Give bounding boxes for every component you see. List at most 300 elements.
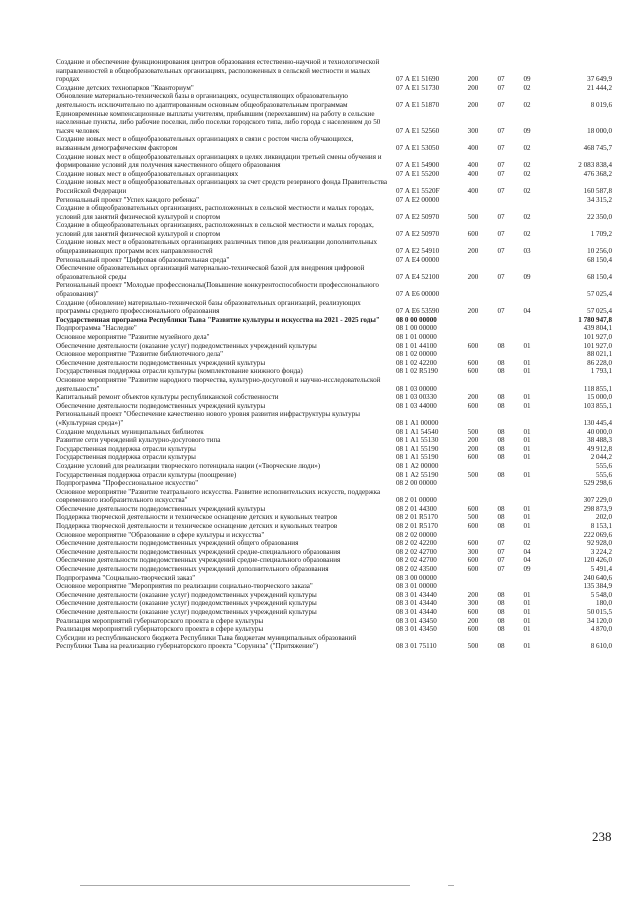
row-amount: 18 000,0 (587, 126, 612, 135)
row-subsection: 01 (523, 599, 531, 608)
row-subsection: 09 (523, 565, 531, 574)
row-name: Обеспечение деятельности подведомственных учреждений дополнительного образования (56, 565, 329, 574)
row-subsection (514, 281, 540, 298)
row-subsection: 01 (523, 522, 531, 531)
row-subsection: 04 (523, 307, 531, 316)
row-expense-type: 400 (467, 169, 479, 178)
row-section: 08 (497, 608, 505, 616)
table-row (56, 299, 612, 316)
table-row (56, 333, 612, 342)
table-row (56, 488, 612, 505)
table-row (56, 196, 612, 205)
row-name: Субсидии из республиканского бюджета Республики Тыва бюджетам муниципальных образований Республики Тыва на реализацию губернаторского проекта "Соруннза" ("Притяжение") (56, 633, 357, 651)
table-row (56, 153, 612, 170)
table-row (56, 316, 612, 325)
table-row (56, 402, 612, 411)
row-expense-type: 300 (467, 547, 479, 556)
row-name: Создание новых мест в общеобразовательных организациях в связи с ростом числа обучающихся, вызванным демографическим фактором (56, 135, 354, 152)
row-amount: 8 153,1 (590, 522, 612, 531)
row-subsection: 02 (523, 212, 531, 221)
row-amount: 555,6 (596, 461, 612, 470)
row-code: 08 0 00 00000 (396, 315, 437, 324)
table-row (56, 264, 612, 281)
row-section: 08 (497, 590, 505, 599)
row-name: Обеспечение деятельности подведомственных учреждений культуры (56, 358, 266, 367)
table-row (56, 608, 612, 617)
row-name: Поддержка творческой деятельности и техническое оснащение детских и кукольных театров (56, 522, 338, 531)
row-section: 08 (497, 393, 505, 402)
row-amount: 88 021,1 (587, 350, 612, 359)
row-expense-type (458, 324, 488, 333)
row-name: Обеспечение деятельности (оказание услуг) подведомственных учреждений культуры (56, 599, 317, 608)
row-section: 07 (497, 539, 505, 548)
row-subsection: 09 (523, 75, 531, 84)
row-code: 07 А Е1 55200 (396, 169, 440, 178)
row-name: Создание условий для реализации творческого потенциала нации («Творческие люди») (56, 461, 321, 470)
table-row (56, 531, 612, 540)
row-name: Обеспечение деятельности (оказание услуг) подведомственных учреждений культуры (56, 590, 317, 599)
row-name: Создание новых мест в общеобразовательных организациях за счет средств резервного фонда Правительства Российской Федерации (56, 178, 388, 195)
row-code: 08 2 01 R5170 (396, 513, 438, 522)
row-name: Государственная поддержка отрасли культуры (56, 453, 196, 462)
row-name: Создание модельных муниципальных библиотек (56, 427, 204, 436)
table-row (56, 505, 612, 514)
row-name: Подпрограмма "Наследие" (56, 324, 137, 333)
row-section (488, 376, 514, 393)
row-amount: 101 927,0 (583, 333, 612, 341)
row-expense-type: 600 (467, 539, 479, 548)
row-name: Обеспечение деятельности подведомственных учреждений общего образования (56, 539, 299, 548)
table-row (56, 522, 612, 531)
row-amount: 160 587,8 (583, 186, 612, 195)
row-name: Государственная поддержка отрасли культуры (поощрение) (56, 470, 237, 479)
table-row (56, 574, 612, 583)
row-code: 07 А Е2 00000 (396, 195, 440, 204)
row-code: 08 1 01 44100 (396, 341, 437, 350)
row-code: 08 2 02 00000 (396, 530, 437, 539)
row-amount: 57 025,4 (587, 307, 612, 316)
row-amount: 103 855,1 (583, 401, 612, 410)
row-subsection (514, 531, 540, 540)
row-subsection: 01 (523, 427, 531, 436)
row-expense-type: 600 (467, 522, 479, 531)
table-row (56, 324, 612, 333)
row-subsection: 01 (523, 393, 531, 402)
row-expense-type: 200 (467, 307, 479, 316)
row-code: 08 3 01 43450 (396, 625, 437, 634)
row-code: 07 А Е1 51870 (396, 100, 440, 109)
row-code: 08 1 02 00000 (396, 350, 437, 359)
row-amount: 86 228,0 (587, 358, 612, 367)
row-section: 07 (497, 307, 505, 316)
row-subsection (514, 256, 540, 265)
row-section: 08 (497, 642, 505, 651)
row-expense-type: 300 (467, 599, 479, 608)
row-subsection: 09 (523, 272, 531, 281)
table-row (56, 178, 612, 195)
table-row (56, 281, 612, 298)
table-row (56, 393, 612, 402)
row-code: 08 2 01 00000 (396, 496, 437, 505)
row-amount: 22 350,0 (587, 212, 612, 221)
row-amount: 5 548,0 (590, 590, 612, 599)
row-amount: 180,0 (596, 599, 612, 608)
row-section (488, 531, 514, 540)
row-section: 08 (497, 599, 505, 608)
row-section: 08 (497, 444, 505, 453)
row-code: 08 3 01 43440 (396, 599, 437, 608)
row-code: 07 А Е6 00000 (396, 290, 440, 299)
row-subsection: 02 (523, 186, 531, 195)
row-subsection (514, 196, 540, 205)
row-amount: 38 488,3 (587, 436, 612, 445)
table-row (56, 428, 612, 437)
row-section: 08 (497, 616, 505, 625)
row-section (488, 256, 514, 265)
row-subsection: 01 (523, 358, 531, 367)
row-name: Государственная поддержка отрасли культуры (56, 444, 196, 453)
row-expense-type: 400 (467, 143, 479, 152)
table-row (56, 436, 612, 445)
row-name: Обеспечение деятельности подведомственных учреждений средне-специального образования (56, 556, 341, 565)
row-subsection (514, 410, 540, 427)
row-code: 08 2 02 42200 (396, 539, 437, 548)
table-row (56, 410, 612, 427)
row-amount: 92 928,0 (587, 539, 612, 548)
row-subsection (514, 324, 540, 333)
table-row (56, 479, 612, 488)
row-amount: 8 610,0 (590, 642, 612, 651)
row-section: 07 (497, 75, 505, 84)
row-subsection: 02 (523, 161, 531, 170)
row-section: 08 (497, 522, 505, 531)
row-section (488, 462, 514, 471)
row-amount: 8 019,6 (590, 100, 612, 109)
row-expense-type (458, 281, 488, 298)
table-row (56, 135, 612, 152)
row-subsection: 01 (523, 608, 531, 616)
table-row (56, 204, 612, 221)
row-code: 08 1 А1 55190 (396, 453, 439, 462)
row-section: 08 (497, 513, 505, 522)
row-expense-type: 600 (467, 565, 479, 574)
row-name: Региональный проект "Успех каждого ребенка" (56, 195, 200, 204)
row-subsection: 01 (523, 625, 531, 634)
row-section: 07 (497, 186, 505, 195)
row-section: 08 (497, 504, 505, 513)
row-section: 08 (497, 358, 505, 367)
row-subsection: 02 (523, 143, 531, 152)
row-amount: 130 445,4 (583, 418, 612, 427)
row-section: 08 (497, 436, 505, 445)
row-code: 07 А Е6 53590 (396, 307, 440, 316)
table-row (56, 221, 612, 238)
row-name: Подпрограмма "Социально-творческий заказ" (56, 573, 196, 582)
row-name: Обеспечение деятельности подведомственных учреждений средне-специального образования (56, 547, 341, 556)
table-row (56, 367, 612, 376)
row-section (488, 196, 514, 205)
table-row (56, 591, 612, 600)
page-number: 238 (592, 829, 612, 844)
row-subsection (514, 462, 540, 471)
row-name: Обеспечение деятельности подведомственных учреждений культуры (56, 401, 266, 410)
row-amount: 468 745,7 (583, 143, 612, 152)
row-code: 08 2 01 44300 (396, 504, 437, 513)
row-section: 07 (497, 126, 505, 135)
row-section (488, 488, 514, 505)
row-name: Государственная программа Республики Тыва "Развитие культуры и искусства на 2021 - 2025 годы" (56, 315, 380, 324)
table-row (56, 462, 612, 471)
row-section: 07 (497, 556, 505, 565)
row-expense-type: 200 (467, 272, 479, 281)
row-section (488, 316, 514, 325)
row-code: 08 1 А2 55190 (396, 470, 439, 479)
table-row (56, 110, 612, 136)
row-amount: 40 000,0 (587, 427, 612, 436)
row-name: Поддержка творческой деятельности и техническое оснащение детских и кукольных театров (56, 513, 338, 522)
table-row (56, 170, 612, 179)
row-expense-type: 600 (467, 556, 479, 565)
row-code: 08 1 03 44000 (396, 401, 437, 410)
table-row (56, 617, 612, 626)
row-expense-type (458, 350, 488, 359)
row-amount: 49 912,8 (587, 444, 612, 453)
row-name: Основное мероприятие "Развитие народного творчества, культурно-досуговой и научно-исследовательской деятельности" (56, 375, 381, 393)
row-subsection (514, 479, 540, 488)
row-amount: 10 256,0 (587, 247, 612, 256)
row-amount: 50 015,5 (587, 608, 612, 616)
budget-page (56, 58, 612, 651)
row-amount: 68 150,4 (587, 272, 612, 281)
table-row (56, 92, 612, 109)
row-expense-type: 600 (467, 401, 479, 410)
row-code: 07 А Е2 50970 (396, 229, 440, 238)
row-name: Основное мероприятие "Развитие библиотечного дела" (56, 350, 224, 359)
table-row (56, 58, 612, 84)
row-amount: 4 870,0 (590, 625, 612, 634)
table-row (56, 453, 612, 462)
row-section: 07 (497, 143, 505, 152)
row-subsection: 03 (523, 247, 531, 256)
row-code: 08 3 01 43450 (396, 616, 437, 625)
row-expense-type: 600 (467, 358, 479, 367)
row-name: Обновление материально-технической базы в организациях, осуществляющих образовательную деятельность исключительно по адаптированным основным общеобразовательным программам (56, 92, 348, 109)
row-code: 08 1 02 42200 (396, 358, 437, 367)
row-expense-type (458, 462, 488, 471)
row-expense-type (458, 531, 488, 540)
row-amount: 3 224,2 (590, 547, 612, 556)
row-amount: 34 315,2 (587, 195, 612, 204)
row-code: 08 3 00 00000 (396, 573, 437, 582)
row-subsection (514, 316, 540, 325)
row-name: Создание детских технопарков "Кванториум" (56, 83, 194, 92)
row-code: 08 1 02 R5190 (396, 367, 438, 376)
row-amount: 101 927,0 (583, 341, 612, 350)
row-section: 08 (497, 341, 505, 350)
row-expense-type: 500 (467, 513, 479, 522)
row-subsection: 01 (523, 341, 531, 350)
row-amount: 57 025,4 (587, 290, 612, 299)
row-code: 08 1 А1 55130 (396, 436, 439, 445)
row-name: Региональный проект "Обеспечение качественно нового уровня развития инфраструктуры культуры («Культурная среда»)" (56, 410, 361, 427)
row-expense-type: 200 (467, 247, 479, 256)
row-amount: 202,0 (596, 513, 612, 522)
row-expense-type (458, 333, 488, 342)
row-amount: 21 444,2 (587, 83, 612, 92)
row-code: 08 1 00 00000 (396, 324, 437, 333)
row-amount: 37 649,9 (587, 75, 612, 84)
row-code: 08 1 03 00330 (396, 393, 437, 402)
row-amount: 2 083 838,4 (578, 161, 612, 170)
row-section: 07 (497, 169, 505, 178)
row-amount: 476 368,2 (583, 169, 612, 178)
row-code: 07 А Е1 54900 (396, 161, 440, 170)
row-amount: 5 491,4 (590, 565, 612, 574)
row-expense-type: 300 (467, 126, 479, 135)
row-expense-type (458, 196, 488, 205)
row-expense-type: 500 (467, 470, 479, 479)
table-row (56, 84, 612, 93)
row-name: Обеспечение деятельности (оказание услуг) подведомственных учреждений культуры (56, 341, 317, 350)
row-amount: 34 120,0 (587, 616, 612, 625)
row-name: Основное мероприятие "Образование в сфере культуры и искусства" (56, 530, 265, 539)
row-subsection: 01 (523, 590, 531, 599)
row-subsection: 04 (523, 556, 531, 565)
row-subsection: 09 (523, 126, 531, 135)
table-row (56, 350, 612, 359)
row-section: 07 (497, 547, 505, 556)
row-subsection: 02 (523, 229, 531, 238)
row-section: 07 (497, 83, 505, 92)
row-name: Создание новых мест в общеобразовательных организациях в целях ликвидации третьей смены обучения и формирование условий для получения качественного общего образования (56, 152, 382, 170)
row-code: 07 А Е1 52560 (396, 126, 440, 135)
row-name: Создание в общеобразовательных организациях, расположенных в сельской местности и малых городах, условий для занятий физической культурой и спортом (56, 204, 374, 221)
row-name: Обеспечение деятельности (оказание услуг) подведомственных учреждений культуры (56, 608, 317, 616)
row-code: 07 А Е1 53050 (396, 143, 440, 152)
row-expense-type (458, 410, 488, 427)
row-amount: 439 804,1 (583, 324, 612, 333)
row-expense-type (458, 574, 488, 583)
row-subsection: 01 (523, 470, 531, 479)
table-row (56, 599, 612, 608)
row-expense-type (458, 376, 488, 393)
row-section: 08 (497, 453, 505, 462)
table-row (56, 565, 612, 574)
row-amount: 298 873,9 (583, 504, 612, 513)
row-code: 08 1 А1 00000 (396, 418, 439, 427)
row-amount: 120 426,0 (583, 556, 612, 565)
scan-artifact-dot (448, 885, 454, 886)
row-code: 07 А Е1 51690 (396, 75, 440, 84)
row-section (488, 333, 514, 342)
row-name: Создание новых мест в общеобразовательных организациях (56, 169, 239, 178)
row-code: 07 А Е1 5520F (396, 186, 440, 195)
row-section (488, 324, 514, 333)
row-section (488, 281, 514, 298)
table-row (56, 256, 612, 265)
row-name: Региональный проект "Молодые профессионалы(Повышение конкурентоспособности профессионального образования)" (56, 281, 379, 299)
row-expense-type: 600 (467, 608, 479, 616)
row-code: 07 А Е2 54910 (396, 247, 440, 256)
row-expense-type (458, 582, 488, 591)
row-amount: 222 069,6 (583, 530, 612, 539)
row-expense-type: 200 (467, 436, 479, 445)
row-code: 08 2 02 42700 (396, 556, 437, 565)
row-subsection: 01 (523, 444, 531, 453)
row-name: Региональный проект "Цифровая образовательная среда" (56, 255, 230, 264)
row-subsection (514, 488, 540, 505)
row-subsection: 02 (523, 169, 531, 178)
row-name: Капитальный ремонт объектов культуры республиканской собственности (56, 393, 279, 402)
row-section: 07 (497, 100, 505, 109)
row-code: 08 2 01 R5170 (396, 522, 438, 531)
row-name: Создание (обновление) материально-технической базы образовательных организаций, реализующих программы среднего профессионального образования (56, 298, 361, 316)
table-row (56, 539, 612, 548)
row-section: 07 (497, 229, 505, 238)
row-section (488, 479, 514, 488)
row-code: 07 А Е4 52100 (396, 272, 440, 281)
row-amount: 1 780 947,8 (578, 315, 612, 324)
budget-table (56, 58, 612, 651)
row-section (488, 350, 514, 359)
row-code: 08 3 01 43440 (396, 590, 437, 599)
row-amount: 240 640,6 (583, 573, 612, 582)
row-expense-type (458, 256, 488, 265)
row-subsection: 01 (523, 616, 531, 625)
row-subsection (514, 582, 540, 591)
row-subsection: 01 (523, 453, 531, 462)
row-section: 08 (497, 625, 505, 634)
row-section: 07 (497, 565, 505, 574)
row-name: Основное мероприятие "Развитие музейного дела" (56, 333, 210, 341)
row-expense-type: 200 (467, 75, 479, 84)
row-code: 08 3 01 43440 (396, 608, 437, 616)
row-expense-type: 600 (467, 625, 479, 634)
table-row (56, 634, 612, 651)
row-section: 08 (497, 401, 505, 410)
row-subsection: 01 (523, 513, 531, 522)
row-amount: 555,6 (596, 470, 612, 479)
row-name: Обеспечение деятельности подведомственных учреждений культуры (56, 504, 266, 513)
row-expense-type: 600 (467, 229, 479, 238)
table-row (56, 582, 612, 591)
table-row (56, 238, 612, 255)
row-amount: 135 384,9 (583, 582, 612, 591)
row-name: Подпрограмма "Профессиональное искусство" (56, 479, 199, 488)
row-expense-type: 200 (467, 444, 479, 453)
row-section: 07 (497, 212, 505, 221)
row-amount: 118 855,1 (583, 384, 612, 393)
row-subsection: 02 (523, 100, 531, 109)
row-code: 08 3 01 00000 (396, 582, 437, 591)
row-expense-type: 200 (467, 83, 479, 92)
row-section: 08 (497, 427, 505, 436)
row-name: Основное мероприятие "Мероприятия по реализации социально-творческого заказа" (56, 582, 313, 591)
row-name: Развитие сети учреждений культурно-досугового типа (56, 436, 221, 445)
row-expense-type: 200 (467, 616, 479, 625)
row-section: 08 (497, 470, 505, 479)
table-row (56, 548, 612, 557)
row-subsection (514, 333, 540, 342)
row-amount: 307 229,0 (583, 496, 612, 505)
row-section: 07 (497, 272, 505, 281)
row-name: Создание и обеспечение функционирования центров образования естественно-научной и технологической направленностей в общеобразовательных организациях, расположенных в сельской местности и малых городах (56, 58, 380, 84)
table-row (56, 556, 612, 565)
row-subsection: 02 (523, 539, 531, 548)
row-expense-type: 200 (467, 393, 479, 402)
row-expense-type: 200 (467, 590, 479, 599)
row-section (488, 574, 514, 583)
